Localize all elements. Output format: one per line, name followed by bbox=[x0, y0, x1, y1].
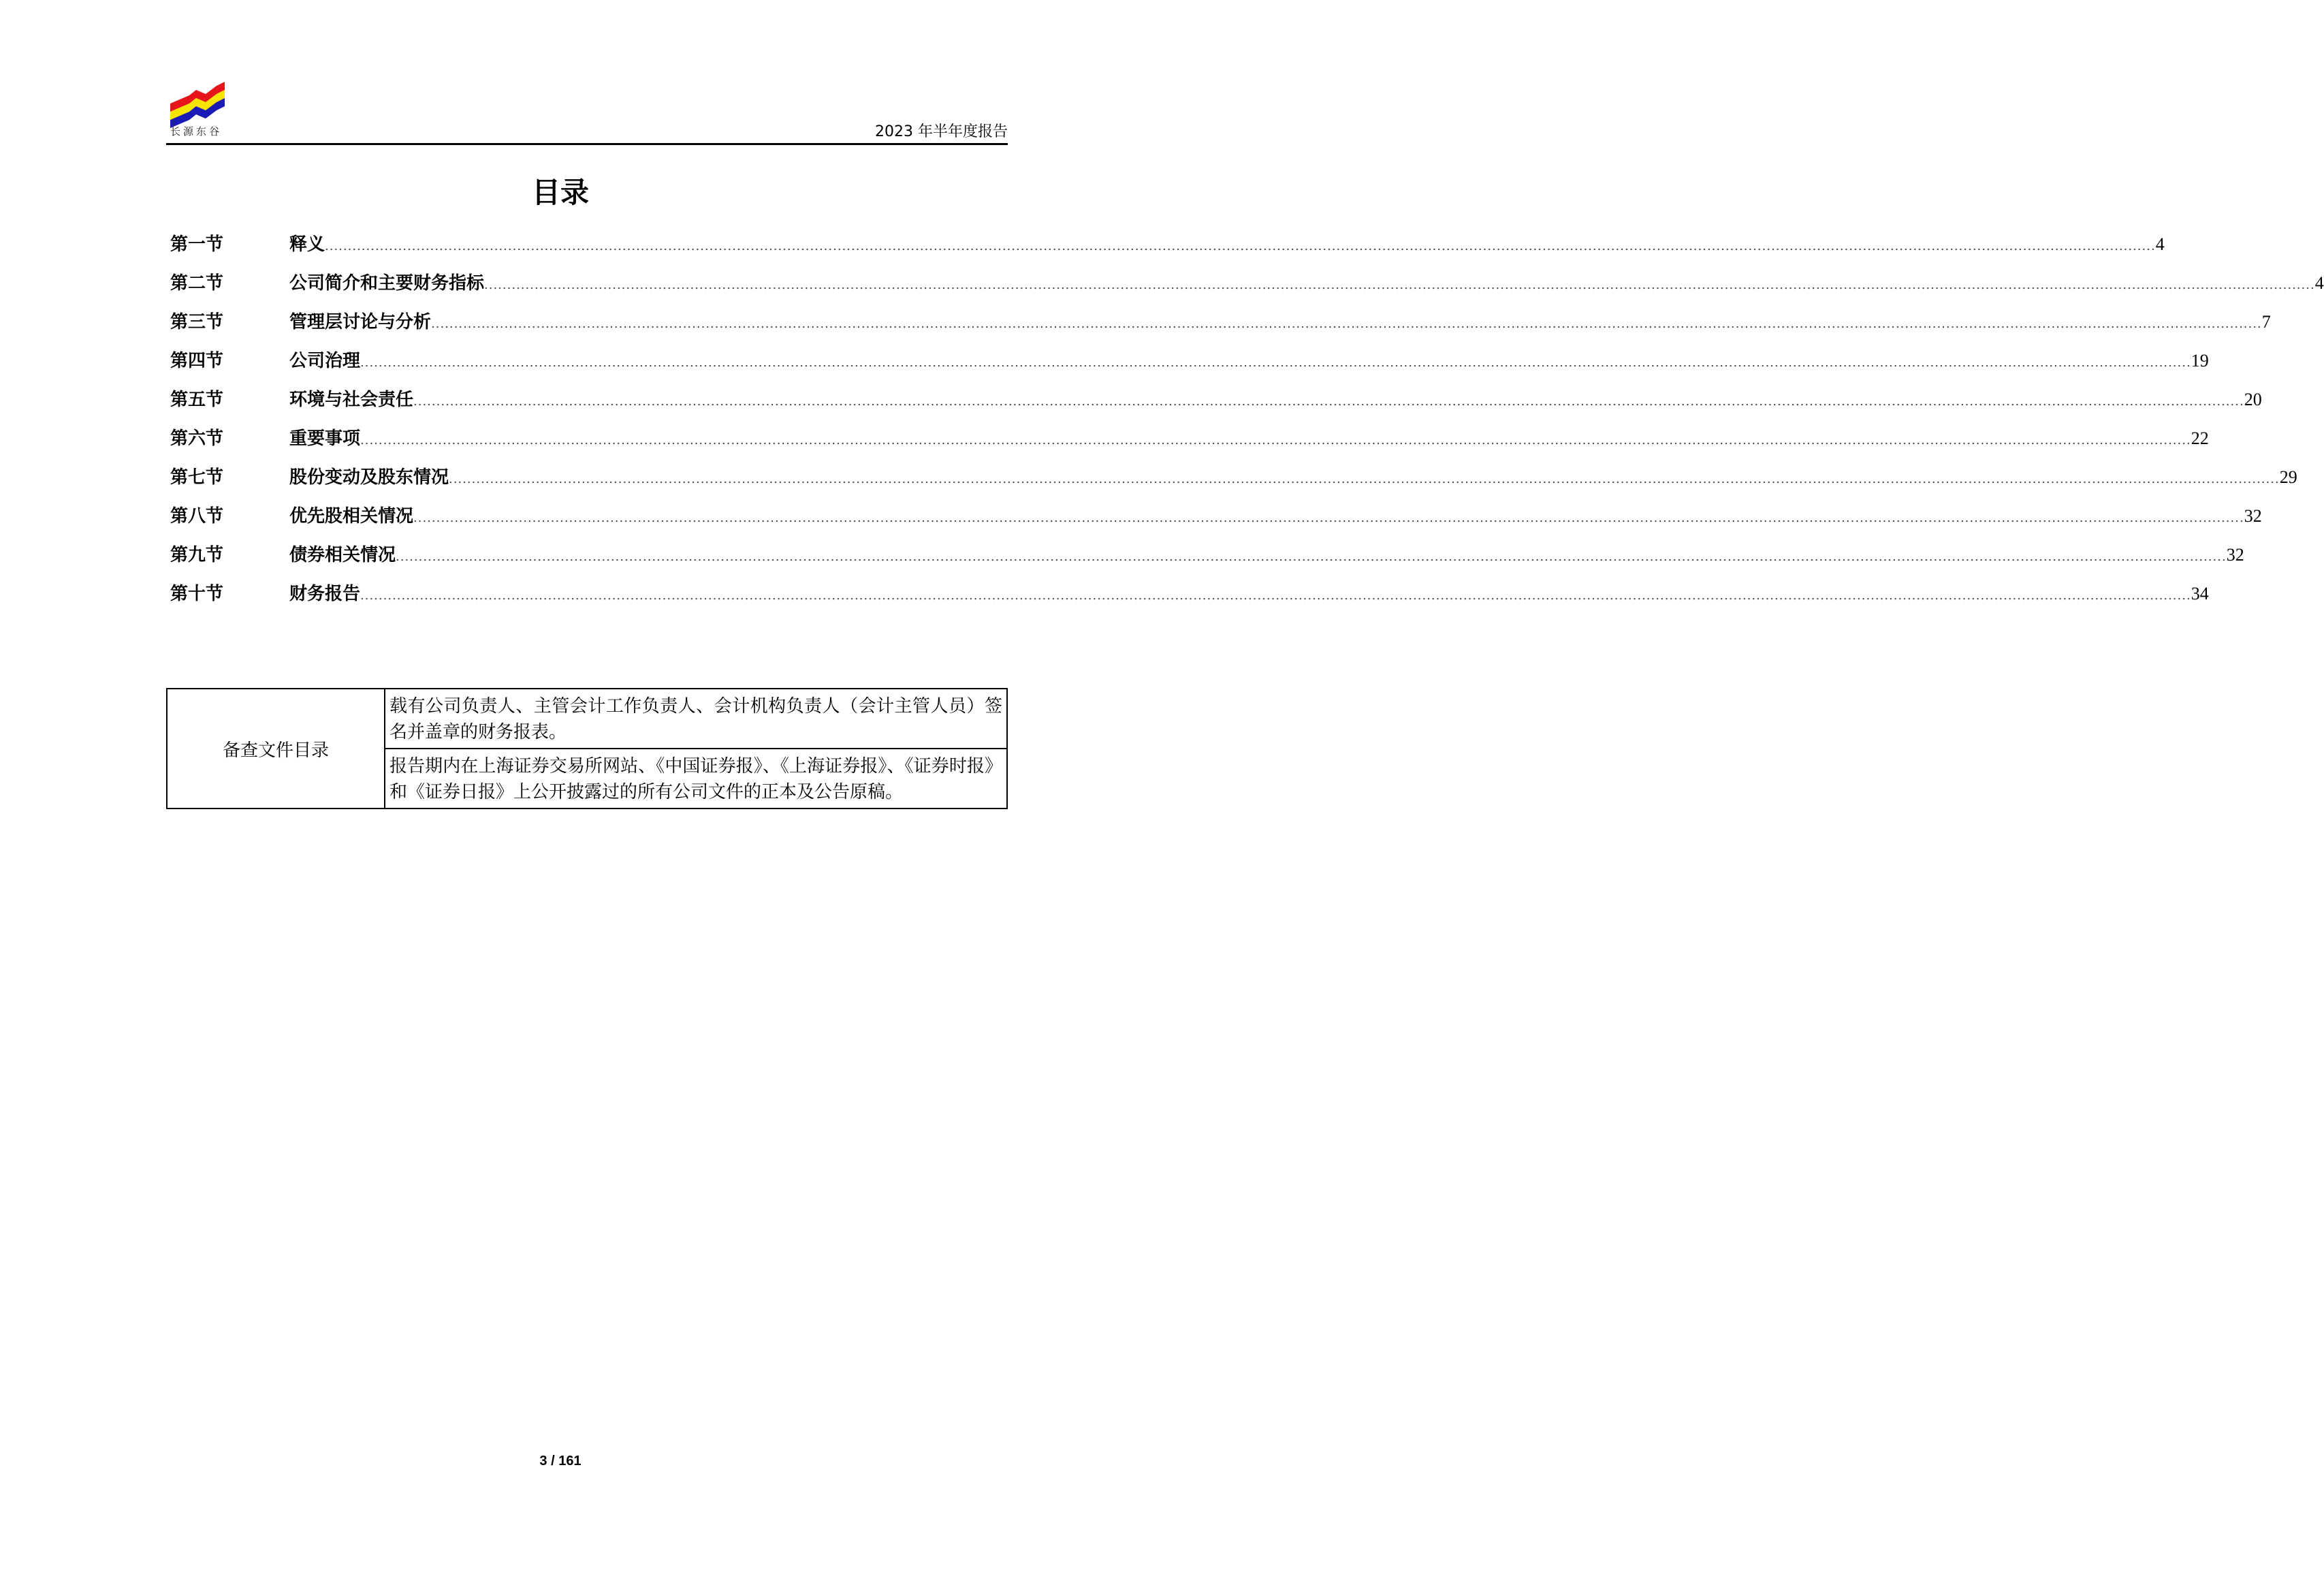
reference-document-item: 报告期内在上海证券交易所网站、《中国证券报》、《上海证券报》、《证券时报》和《证券日报》上公开披露过的所有公司文件的正本及公告原稿。 bbox=[385, 749, 1007, 809]
toc-page-number: 20 bbox=[2244, 390, 2262, 409]
toc-section-number: 第六节 bbox=[170, 428, 224, 449]
page-indicator: 3 / 161 bbox=[539, 1454, 582, 1469]
toc-page-number: 29 bbox=[2279, 467, 2297, 487]
toc-entry-4[interactable] bbox=[170, 347, 2209, 386]
toc-dot-leader: ................................................................................................................................................................................................................................................................................................................................................................................................................ bbox=[484, 278, 2315, 292]
toc-page-number: 7 bbox=[2261, 312, 2271, 332]
toc-section-name: 优先股相关情况 bbox=[289, 506, 414, 527]
toc-section-number: 第七节 bbox=[170, 467, 224, 488]
toc-dot-leader: ................................................................................................................................................................................................................................................................................................................................................................................................................ bbox=[360, 356, 2191, 370]
toc-section-name: 释义 bbox=[289, 234, 325, 255]
toc-entry-7[interactable] bbox=[170, 463, 2297, 502]
toc-page-number: 34 bbox=[2191, 584, 2209, 603]
toc-section-number: 第八节 bbox=[170, 506, 224, 527]
toc-entry-8[interactable] bbox=[170, 502, 2262, 541]
toc-section-name: 公司简介和主要财务指标 bbox=[289, 273, 485, 294]
toc-page-number: 4 bbox=[2314, 273, 2324, 293]
toc-dot-leader: ................................................................................................................................................................................................................................................................................................................................................................................................................ bbox=[360, 589, 2191, 603]
toc-section-name: 股份变动及股东情况 bbox=[289, 467, 449, 488]
toc-section-name: 管理层讨论与分析 bbox=[289, 312, 432, 332]
table-of-contents bbox=[170, 230, 2324, 618]
toc-section-name: 财务报告 bbox=[289, 584, 361, 604]
toc-page-number: 32 bbox=[2226, 545, 2244, 565]
toc-page-number: 32 bbox=[2244, 506, 2262, 526]
report-title: 2023 年半年度报告 bbox=[875, 123, 1008, 140]
toc-page-number: 19 bbox=[2191, 351, 2209, 371]
toc-section-name: 债券相关情况 bbox=[289, 545, 396, 565]
toc-page-number: 22 bbox=[2191, 428, 2209, 448]
toc-entry-5[interactable] bbox=[170, 386, 2262, 424]
reference-documents-table bbox=[166, 688, 1008, 809]
toc-entry-9[interactable] bbox=[170, 541, 2244, 580]
toc-dot-leader: ................................................................................................................................................................................................................................................................................................................................................................................................................ bbox=[413, 511, 2244, 525]
toc-dot-leader: ................................................................................................................................................................................................................................................................................................................................................................................................................ bbox=[449, 472, 2280, 486]
toc-page-number: 4 bbox=[2155, 234, 2165, 254]
header-divider bbox=[166, 143, 1008, 145]
logo-text: 长源东谷 bbox=[170, 125, 223, 138]
reference-documents-label: 备查文件目录 bbox=[167, 689, 385, 809]
toc-dot-leader: ................................................................................................................................................................................................................................................................................................................................................................................................................ bbox=[396, 550, 2227, 564]
toc-dot-leader: ................................................................................................................................................................................................................................................................................................................................................................................................................ bbox=[360, 433, 2191, 448]
toc-entry-10[interactable] bbox=[170, 580, 2209, 618]
toc-section-name: 重要事项 bbox=[289, 428, 361, 449]
logo-stripes-icon bbox=[169, 80, 226, 128]
toc-dot-leader: ................................................................................................................................................................................................................................................................................................................................................................................................................ bbox=[431, 317, 2262, 331]
toc-section-number: 第四节 bbox=[170, 351, 224, 371]
toc-dot-leader: ................................................................................................................................................................................................................................................................................................................................................................................................................ bbox=[325, 239, 2156, 253]
toc-entry-6[interactable] bbox=[170, 424, 2209, 463]
toc-section-number: 第一节 bbox=[170, 234, 224, 255]
toc-section-name: 公司治理 bbox=[289, 351, 361, 371]
toc-entry-3[interactable] bbox=[170, 308, 2271, 347]
toc-section-number: 第二节 bbox=[170, 273, 224, 294]
toc-dot-leader: ................................................................................................................................................................................................................................................................................................................................................................................................................ bbox=[413, 394, 2244, 409]
reference-document-item: 载有公司负责人、主管会计工作负责人、会计机构负责人（会计主管人员）签名并盖章的财务报表。 bbox=[385, 689, 1007, 749]
toc-section-number: 第九节 bbox=[170, 545, 224, 565]
toc-title: 目录 bbox=[531, 176, 589, 209]
toc-section-number: 第五节 bbox=[170, 390, 224, 410]
toc-section-number: 第三节 bbox=[170, 312, 224, 332]
toc-section-name: 环境与社会责任 bbox=[289, 390, 414, 410]
toc-entry-2[interactable] bbox=[170, 269, 2324, 308]
toc-entry-1[interactable] bbox=[170, 230, 2165, 269]
toc-section-number: 第十节 bbox=[170, 584, 224, 604]
